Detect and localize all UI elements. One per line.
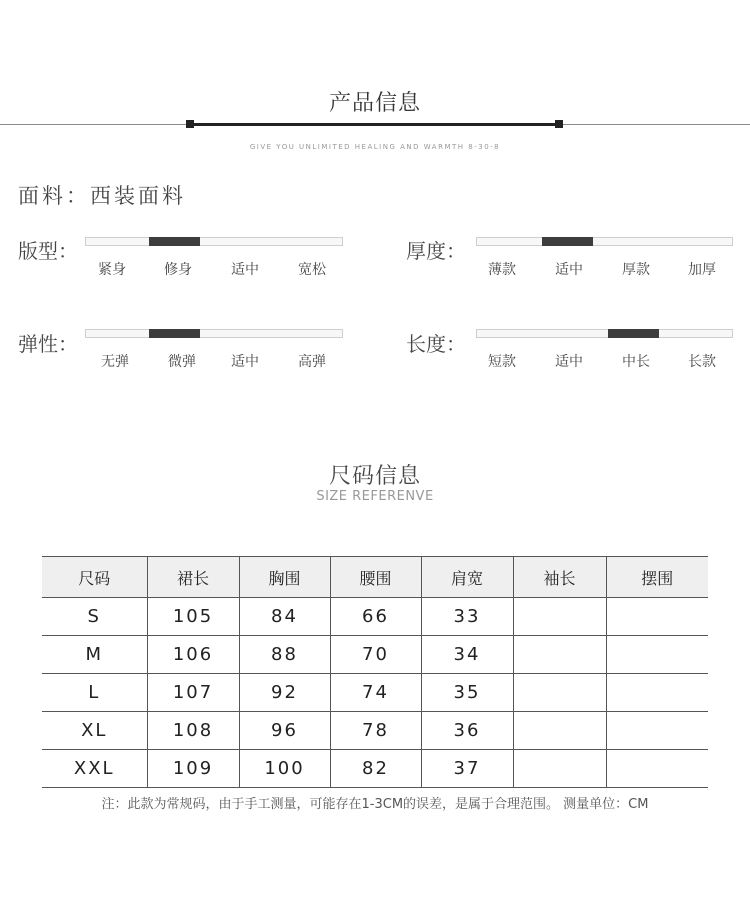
table-cell: 88 [239, 636, 330, 674]
fit-scale-indicator [149, 237, 200, 246]
length-scale-bar [476, 329, 733, 338]
elasticity-label: 弹性： [18, 332, 78, 356]
column-header: 肩宽 [421, 557, 513, 598]
column-header: 尺码 [42, 557, 147, 598]
table-cell [606, 750, 708, 788]
table-cell: 74 [330, 674, 421, 712]
thickness-option: 薄款 [488, 262, 516, 278]
column-header: 袖长 [513, 557, 606, 598]
table-cell [513, 636, 606, 674]
elasticity-option: 适中 [231, 354, 259, 370]
thickness-scale-bar [476, 237, 733, 246]
length-scale-indicator [608, 329, 659, 338]
fit-option: 紧身 [98, 262, 126, 278]
table-cell: 70 [330, 636, 421, 674]
fit-option: 宽松 [298, 262, 326, 278]
column-header: 胸围 [239, 557, 330, 598]
table-cell [513, 750, 606, 788]
product-info-subtitle: GIVE YOU UNLIMITED HEALING AND WARMTH 8-30-8 [249, 143, 501, 151]
elasticity-option: 无弹 [101, 354, 129, 370]
table-cell: 78 [330, 712, 421, 750]
thickness-option: 加厚 [688, 262, 716, 278]
table-cell [606, 712, 708, 750]
table-cell: 107 [147, 674, 239, 712]
table-cell: 92 [239, 674, 330, 712]
length-label: 长度： [406, 332, 466, 356]
elasticity-scale-indicator [149, 329, 200, 338]
table-row [42, 636, 708, 674]
size-info-subtitle: SIZE REFERENVE [316, 489, 434, 504]
table-cell [606, 598, 708, 636]
size-cell: L [42, 674, 147, 712]
table-row [42, 598, 708, 636]
table-cell: 108 [147, 712, 239, 750]
table-cell: 109 [147, 750, 239, 788]
fabric-label: 面料：西装面料 [18, 184, 186, 208]
fit-label: 版型： [18, 239, 78, 263]
length-option: 中长 [622, 354, 650, 370]
length-option: 短款 [488, 354, 516, 370]
column-header: 腰围 [330, 557, 421, 598]
elasticity-option: 微弹 [168, 354, 196, 370]
table-cell: 105 [147, 598, 239, 636]
fit-option: 修身 [164, 262, 192, 278]
thickness-option: 厚款 [622, 262, 650, 278]
table-header-row [42, 557, 708, 598]
size-cell: XL [42, 712, 147, 750]
thickness-option: 适中 [555, 262, 583, 278]
size-cell: XXL [42, 750, 147, 788]
table-cell: 35 [421, 674, 513, 712]
measurement-note: 注：此款为常规码，由于手工测量，可能存在1-3CM的误差，是属于合理范围。 测量单位：CM [101, 797, 649, 812]
table-cell: 34 [421, 636, 513, 674]
table-row [42, 750, 708, 788]
table-cell: 96 [239, 712, 330, 750]
table-cell [513, 598, 606, 636]
column-header: 摆围 [606, 557, 708, 598]
product-info-title: 产品信息 [328, 91, 421, 116]
attribute-scales [0, 0, 750, 420]
fit-option: 适中 [231, 262, 259, 278]
table-cell: 100 [239, 750, 330, 788]
table-row [42, 712, 708, 750]
column-header: 裙长 [147, 557, 239, 598]
thickness-label: 厚度： [406, 239, 466, 263]
length-option: 长款 [688, 354, 716, 370]
size-cell: M [42, 636, 147, 674]
table-cell: 106 [147, 636, 239, 674]
size-table [42, 556, 708, 788]
table-cell [513, 674, 606, 712]
size-cell: S [42, 598, 147, 636]
table-cell: 36 [421, 712, 513, 750]
table-cell: 82 [330, 750, 421, 788]
table-cell: 84 [239, 598, 330, 636]
fit-scale-bar [85, 237, 343, 246]
elasticity-scale-bar [85, 329, 343, 338]
table-cell: 66 [330, 598, 421, 636]
table-cell [606, 636, 708, 674]
table-cell: 33 [421, 598, 513, 636]
table-cell [513, 712, 606, 750]
size-info-title: 尺码信息 [328, 464, 421, 489]
table-cell: 37 [421, 750, 513, 788]
thickness-scale-indicator [542, 237, 593, 246]
table-cell [606, 674, 708, 712]
elasticity-option: 高弹 [298, 354, 326, 370]
length-option: 适中 [555, 354, 583, 370]
table-row [42, 674, 708, 712]
